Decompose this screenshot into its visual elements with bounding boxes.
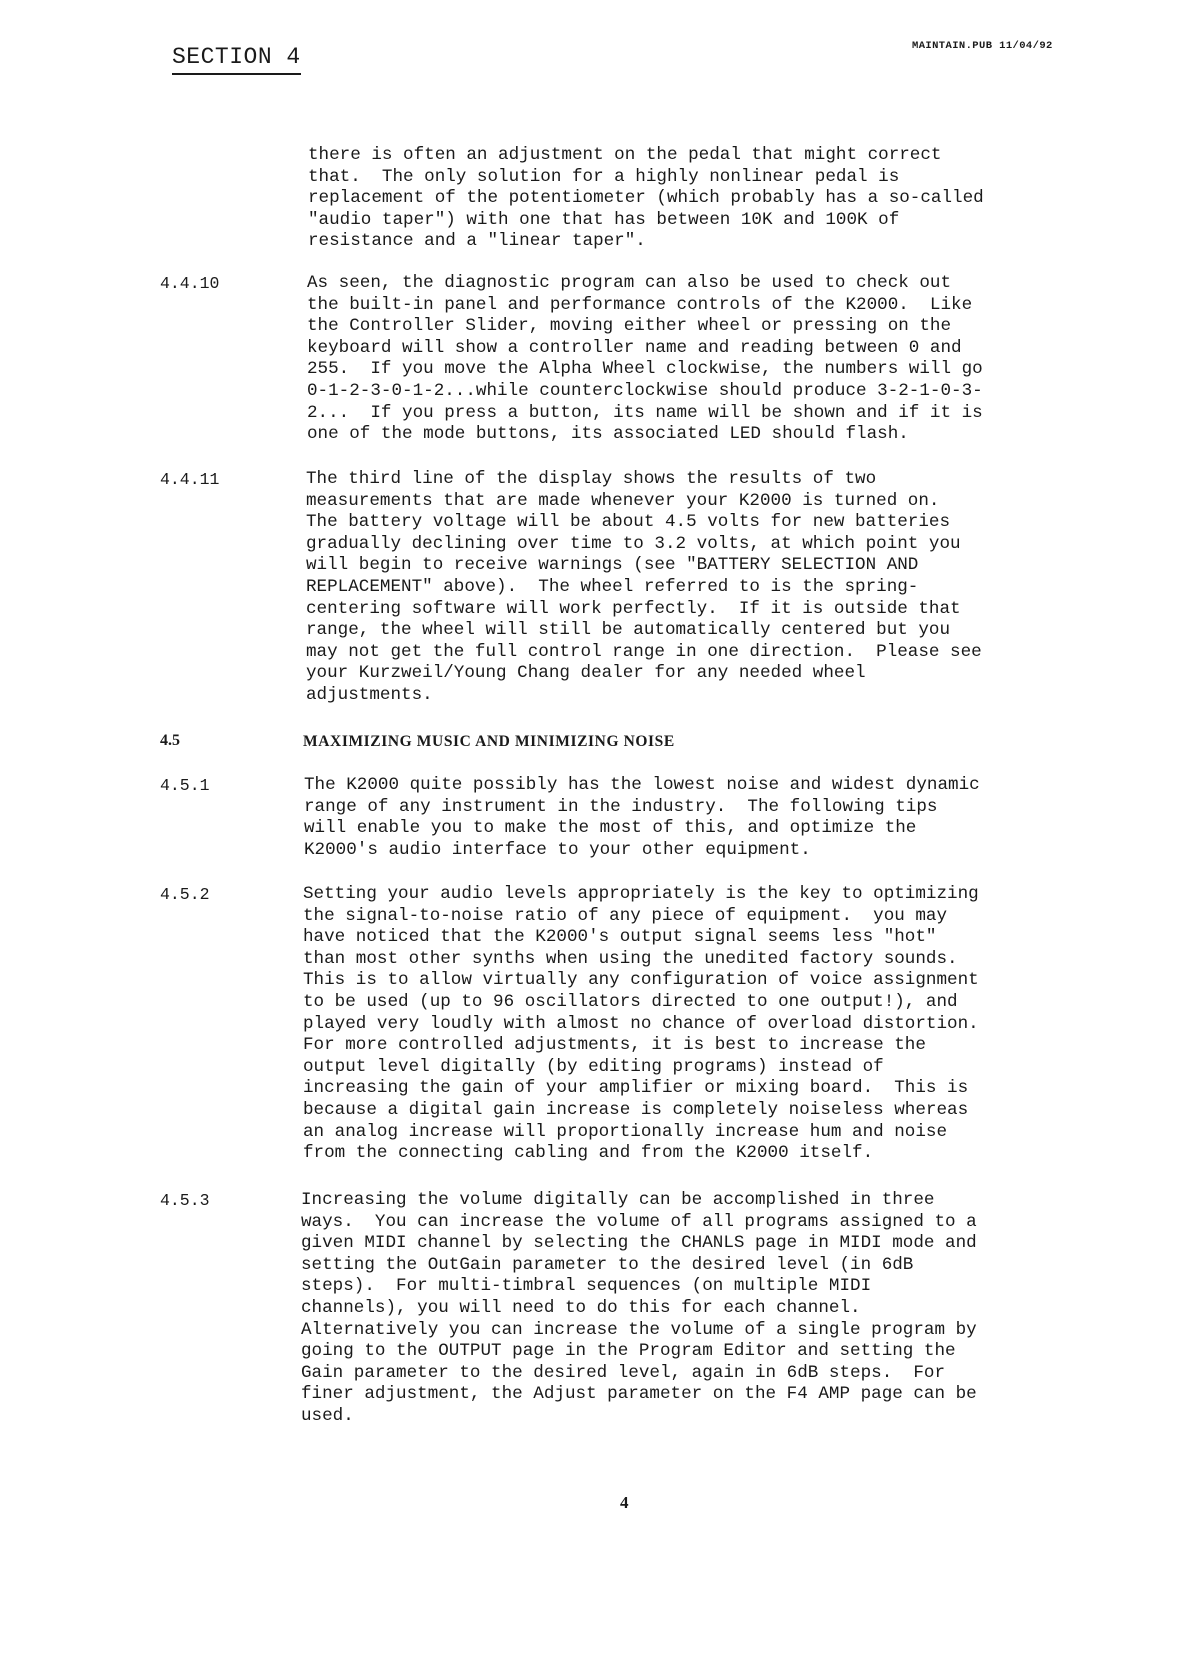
paragraph-number: 4.5.1 — [160, 776, 210, 795]
section-heading-title: MAXIMIZING MUSIC AND MINIMIZING NOISE — [303, 733, 675, 750]
paragraph-number: 4.5.2 — [160, 885, 210, 904]
paragraph-continuation: there is often an adjustment on the pedal that might correct that. The only solution for a highly nonlinear pedal is replacement of the potentiometer (which probably has a so-called "audio taper") with one that has between 10K and 100K of resistance and a "linear taper". — [308, 145, 984, 252]
paragraph-number: 4.4.11 — [160, 470, 220, 489]
section-heading-number: 4.5 — [160, 732, 180, 749]
paragraph-number: 4.5.3 — [160, 1191, 210, 1210]
section-title: SECTION 4 — [172, 44, 301, 75]
paragraph-4-4-11: The third line of the display shows the results of two measurements that are made whenever your K2000 is turned on. The battery voltage will be about 4.5 volts for new batteries gradually declining over time to 3.2 volts, at which point you will begin to receive warnings (see "BATTERY SELECTION AND REPLACEMENT" above). The wheel referred to is the spring- centering software will work perfectly. If it is outside that range, the wheel will still be automatically centered but you may not get the full control range in one direction. Please see your Kurzweil/Young Chang dealer for any needed wheel adjustments. — [306, 469, 982, 705]
paragraph-4-5-2: Setting your audio levels appropriately is the key to optimizing the signal-to-noise ratio of any piece of equipment. you may have noticed that the K2000's output signal seems less "hot" than most other synths when using the unedited factory sounds. This is to allow virtually any configuration of voice assignment to be used (up to 96 oscillators directed to one output!), and played very loudly with almost no chance of overload distortion. For more controlled adjustments, it is best to increase the output level digitally (by editing programs) instead of increasing the gain of your amplifier or mixing board. This is because a digital gain increase is completely noiseless whereas an analog increase will proportionally increase hum and noise from the connecting cabling and from the K2000 itself. — [303, 884, 979, 1164]
paragraph-4-5-3: Increasing the volume digitally can be accomplished in three ways. You can increase the volume of all programs assigned to a given MIDI channel by selecting the CHANLS page in MIDI mode and setting the OutGain parameter to the desired level (in 6dB steps). For multi-timbral sequences (on multiple MIDI channels), you will need to do this for each channel. Alternatively you can increase the volume of a single program by going to the OUTPUT page in the Program Editor and setting the Gain parameter to the desired level, again in 6dB steps. For finer adjustment, the Adjust parameter on the F4 AMP page can be used. — [301, 1190, 977, 1426]
file-meta: MAINTAIN.PUB 11/04/92 — [912, 40, 1053, 52]
paragraph-4-5-1: The K2000 quite possibly has the lowest noise and widest dynamic range of any instrument in the industry. The following tips will enable you to make the most of this, and optimize the K2000's audio interface to your other equipment. — [304, 775, 980, 860]
page-number: 4 — [620, 1493, 629, 1512]
paragraph-4-4-10: As seen, the diagnostic program can also be used to check out the built-in panel and performance controls of the K2000. Like the Controller Slider, moving either wheel or pressing on the keyboard will show a controller name and reading between 0 and 255. If you move the Alpha Wheel clockwise, the numbers will go 0-1-2-3-0-1-2...while counterclockwise should produce 3-2-1-0-3- 2... If you press a button, its name will be shown and if it is one of the mode buttons, its associated LED should flash. — [307, 273, 983, 445]
paragraph-number: 4.4.10 — [160, 274, 220, 293]
